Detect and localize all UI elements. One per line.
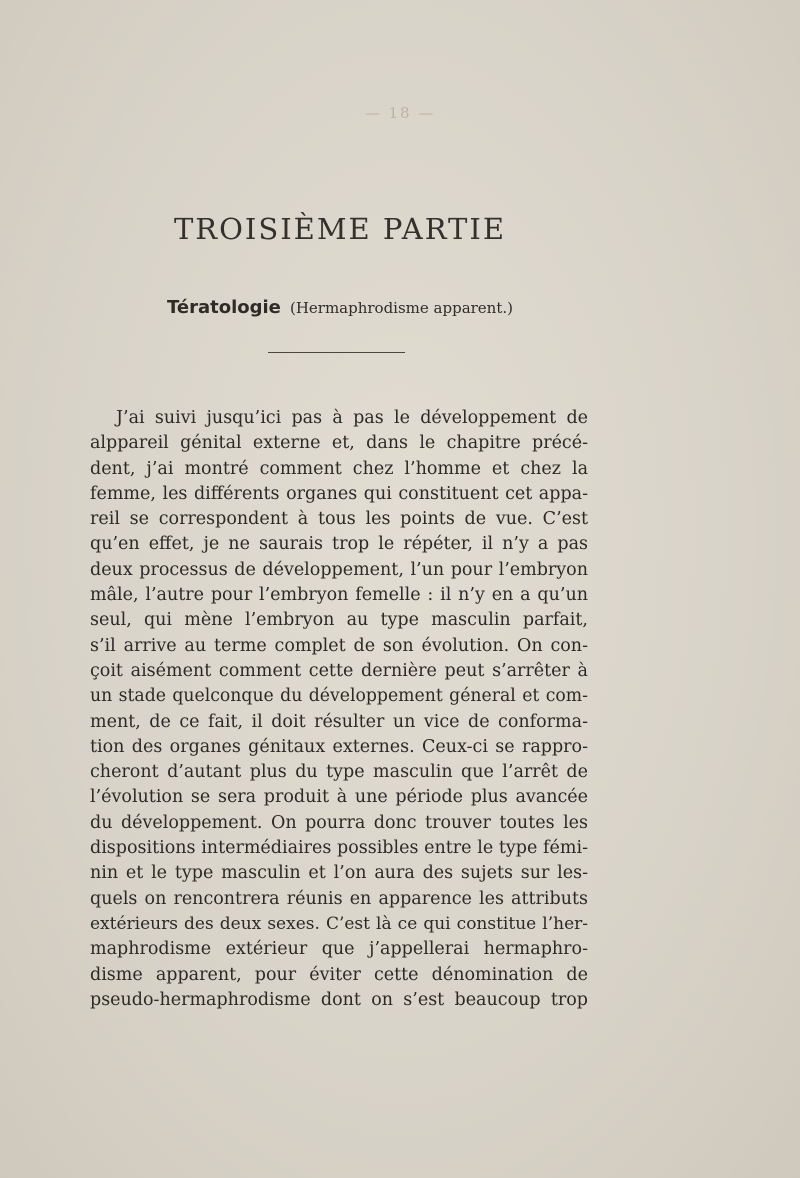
text-line: J’ai suivi jusqu’ici pas à pas le développement de xyxy=(116,408,588,428)
text-line: dispositions intermédiaires possibles entre le type fémi- xyxy=(90,838,588,859)
text-line: alppareil génital externe et, dans le chapitre précé- xyxy=(90,433,588,454)
body-paragraph xyxy=(90,406,588,1013)
text-line: deux processus de développement, l’un pour l’embryon xyxy=(90,559,588,580)
text-line: pseudo-hermaphrodisme dont on s’est beaucoup trop xyxy=(90,989,588,1010)
text-line: nin et le type masculin et l’on aura des sujets sur les- xyxy=(90,863,588,884)
text-line: s’il arrive au terme complet de son évolution. On con- xyxy=(90,635,588,656)
text-line: ment, de ce fait, il doit résulter un vice de conforma- xyxy=(90,711,588,732)
text-line: un stade quelconque du développement géneral et com- xyxy=(90,686,588,707)
section-title-parenthetical: (Hermaphrodisme apparent.) xyxy=(289,299,513,317)
text-line: du développement. On pourra donc trouver toutes les xyxy=(90,812,588,833)
section-subtitle xyxy=(0,297,680,318)
text-line: dent, j’ai montré comment chez l’homme et chez la xyxy=(90,458,588,479)
text-line: disme apparent, pour éviter cette dénomination de xyxy=(90,964,588,985)
section-divider xyxy=(268,352,405,353)
section-title: Tératologie xyxy=(166,297,281,318)
text-line: cheront d’autant plus du type masculin que l’arrêt de xyxy=(90,762,588,783)
text-line: tion des organes génitaux externes. Ceux-ci se rappro- xyxy=(90,736,588,757)
text-line: çoit aisément comment cette dernière peut s’arrêter à xyxy=(90,660,588,681)
text-line: maphrodisme extérieur que j’appellerai hermaphro- xyxy=(90,939,588,960)
text-line: quels on rencontrera réunis en apparence les attributs xyxy=(90,888,588,909)
text-line: femme, les différents organes qui constituent cet appa- xyxy=(90,483,588,504)
text-line: l’évolution se sera produit à une période plus avancée xyxy=(90,787,588,808)
text-line: reil se correspondent à tous les points de vue. C’est xyxy=(90,509,588,530)
text-line: extérieurs des deux sexes. C’est là ce qui constitue l’her- xyxy=(90,913,588,934)
text-line: qu’en effet, je ne saurais trop le répéter, il n’y a pas xyxy=(90,534,588,555)
text-line: mâle, l’autre pour l’embryon femelle : il n’y en a qu’un xyxy=(90,585,588,606)
text-line: seul, qui mène l’embryon au type masculin parfait, xyxy=(90,610,588,631)
page-number: — 18 — xyxy=(364,104,436,122)
part-title: TROISIÈME PARTIE xyxy=(173,212,507,246)
